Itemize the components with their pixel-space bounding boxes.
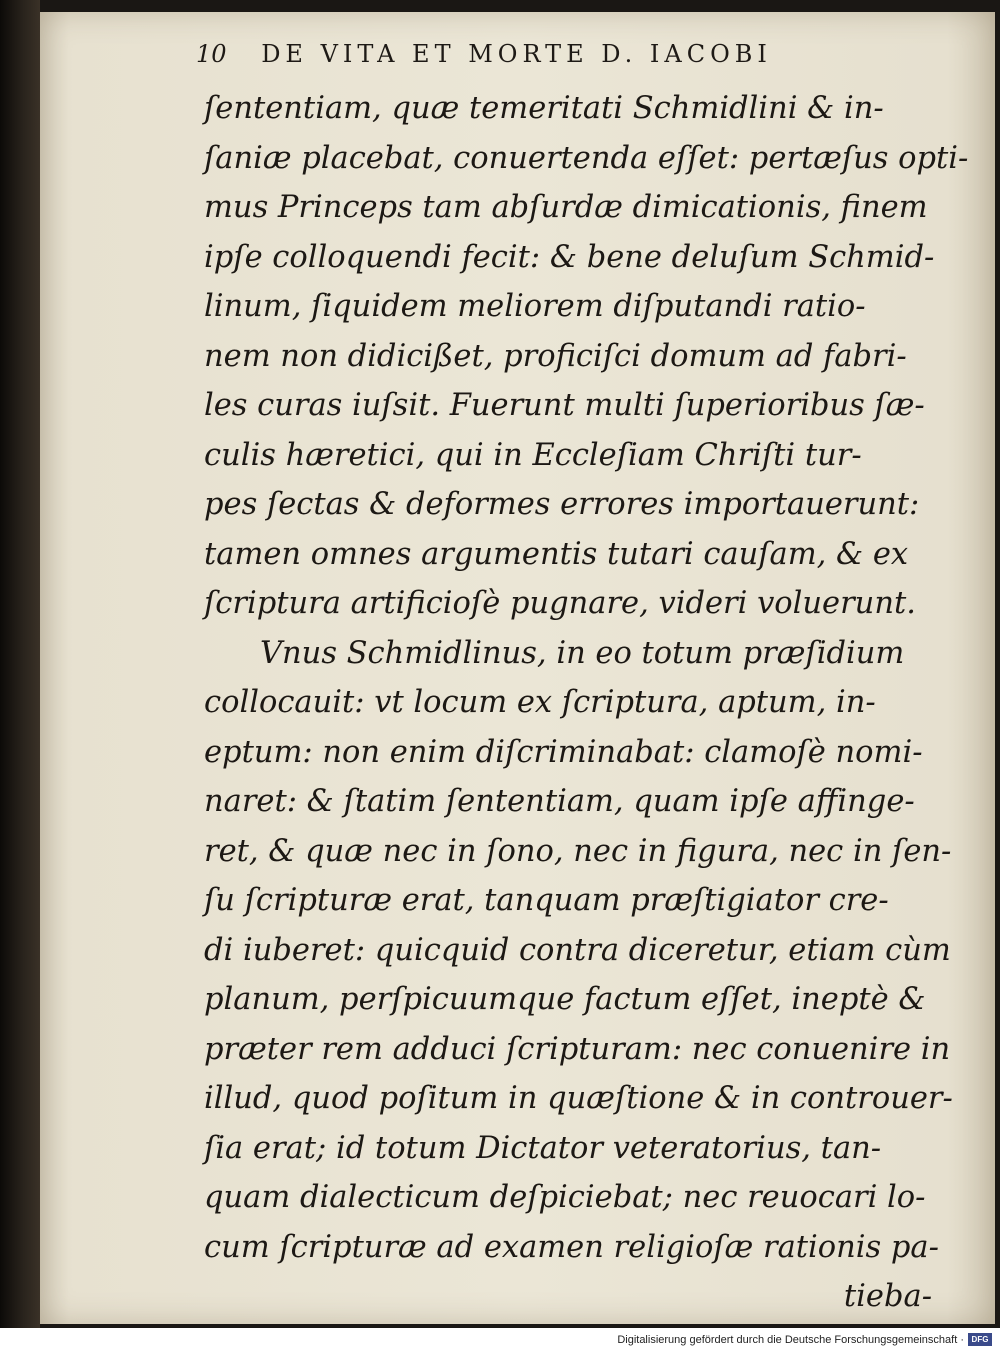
running-header — [196, 40, 956, 68]
text-line: nem non didicißet, proficiſci domum ad fabri- — [204, 338, 907, 374]
book-spine — [0, 0, 40, 1328]
text-line: illud, quod poſitum in quæſtione & in controuer- — [204, 1081, 953, 1116]
text-line: pes ſectas & deformes errores importauerunt: — [204, 487, 920, 522]
text-line: ret, & quæ nec in ſono, nec in figura, nec in ſen- — [204, 833, 952, 869]
page-number: 10 — [196, 40, 227, 68]
text-line: planum, perſpicuumque factum eſſet, ineptè & — [204, 982, 926, 1017]
text-line: tamen omnes argumentis tutari cauſam, & ex — [204, 536, 909, 572]
text-line: culis hæretici, qui in Eccleſiam Chriſti tur- — [204, 437, 862, 473]
text-line: les curas iuſsit. Fuerunt multi ſuperioribus ſæ- — [204, 388, 925, 423]
text-line: di iuberet: quicquid contra diceretur, etiam cùm — [204, 932, 951, 968]
paragraph-start-line: Vnus Schmidlinus, in eo totum præſidium — [260, 635, 905, 671]
running-title: DE VITA ET MORTE D. IACOBI — [261, 40, 772, 68]
text-line: ſu ſcripturæ erat, tanquam præſtigiator cre- — [204, 883, 889, 918]
text-line: præter rem adduci ſcripturam: nec conuenire in — [204, 1031, 951, 1067]
text-line: ſia erat; id totum Dictator veteratorius, tan- — [204, 1130, 882, 1166]
text-line: ſententiam, quæ temeritati Schmidlini & in- — [204, 91, 884, 126]
text-line: eptum: non enim diſcriminabat: clamoſè nomi- — [204, 734, 923, 770]
catchword: tieba- — [843, 1279, 932, 1314]
text-line: linum, ſiquidem meliorem diſputandi ratio- — [204, 289, 866, 324]
text-line: mus Princeps tam abſurdæ dimicationis, finem — [204, 190, 928, 225]
digitization-credit: Digitalisierung gefördert durch die Deutsche Forschungsgemeinschaft · — [617, 1334, 964, 1346]
text-line: cum ſcripturæ ad examen religioſæ rationis pa- — [204, 1229, 939, 1265]
text-line: ſaniæ placebat, conuertenda eſſet: pertæſus opti- — [204, 140, 969, 176]
text-line: quam dialecticum deſpiciebat; nec reuocari lo- — [204, 1180, 926, 1215]
text-line: collocauit: vt locum ex ſcriptura, aptum, in- — [204, 685, 876, 720]
body-text — [204, 84, 969, 1322]
text-line: ipſe colloquendi fecit: & bene deluſum Schmid- — [204, 239, 935, 275]
text-line: ſcriptura artificioſè pugnare, videri voluerunt. — [204, 586, 916, 621]
dfg-logo: DFG — [968, 1333, 992, 1346]
text-line: naret: & ſtatim ſententiam, quam ipſe affinge- — [204, 784, 915, 819]
